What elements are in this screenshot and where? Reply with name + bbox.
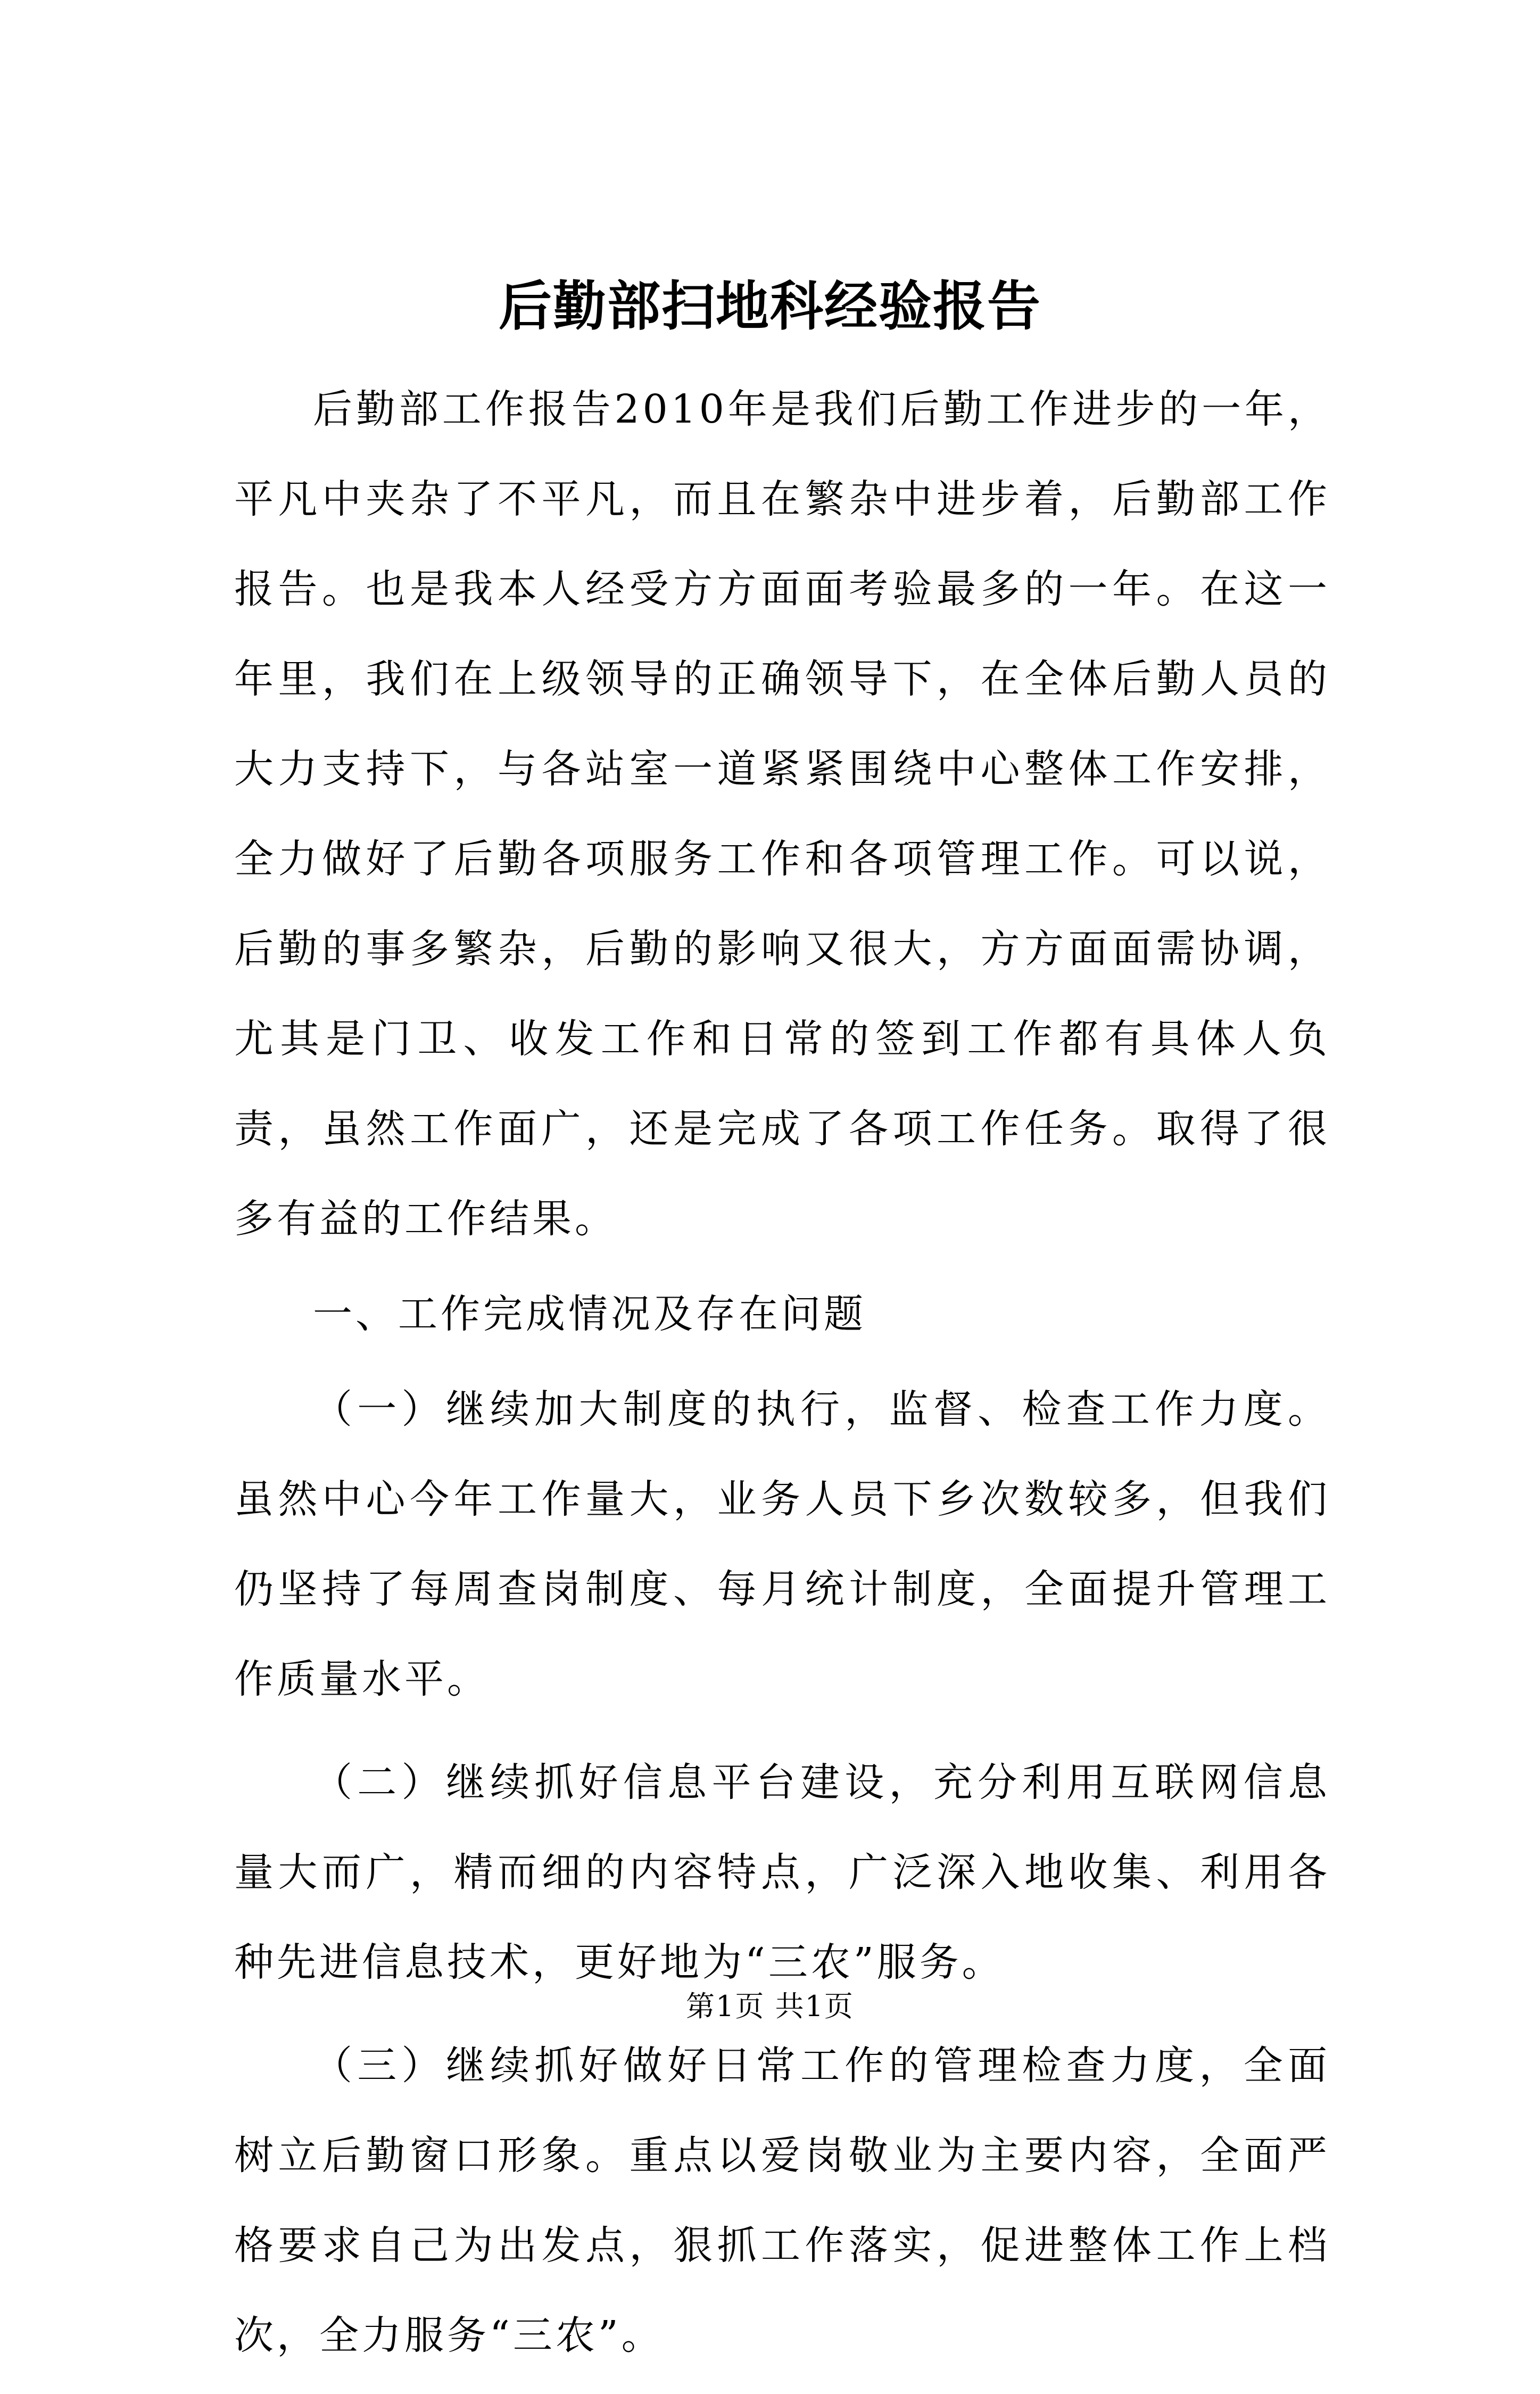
item-paragraph-1: （一）继续加大制度的执行，监督、检查工作力度。虽然中心今年工作量大，业务人员下乡次数较多，但我们仍坚持了每周查岗制度、每月统计制度，全面提升管理工作质量水平。 — [234, 1386, 1330, 1702]
document-body — [234, 365, 1330, 2394]
item-paragraph-3: （三）继续抓好做好日常工作的管理检查力度，全面树立后勤窗口形象。重点以爱岗敬业为主要内容，全面严格要求自己为出发点，狠抓工作落实，促进整体工作上档次，全力服务“三农”。 — [234, 2043, 1330, 2358]
intro-paragraph: 后勤部工作报告2010年是我们后勤工作进步的一年，平凡中夹杂了不平凡，而且在繁杂中进步着，后勤部工作报告。也是我本人经受方方面面考验最多的一年。在这一年里，我们在上级领导的正确领导下，在全体后勤人员的大力支持下，与各站室一道紧紧围绕中心整体工作安排，全力做好了后勤各项服务工作和各项管理工作。可以说，后勤的事多繁杂，后勤的影响又很大，方方面面需协调，尤其是门卫、收发工作和日常的签到工作都有具体人负责，虽然工作面广，还是完成了各项工作任务。取得了很多有益的工作结果。 — [234, 386, 1330, 1242]
section-heading: 一、工作完成情况及存在问题 — [313, 1291, 866, 1337]
page-footer: 第1页 共1页 — [686, 1990, 854, 2023]
item-paragraph-2: （二）继续抓好信息平台建设，充分利用互联网信息量大而广，精而细的内容特点，广泛深入地收集、利用各种先进信息技术，更好地为“三农”服务。 — [234, 1760, 1330, 1985]
document-title: 后勤部扫地科经验报告 — [499, 275, 1041, 337]
